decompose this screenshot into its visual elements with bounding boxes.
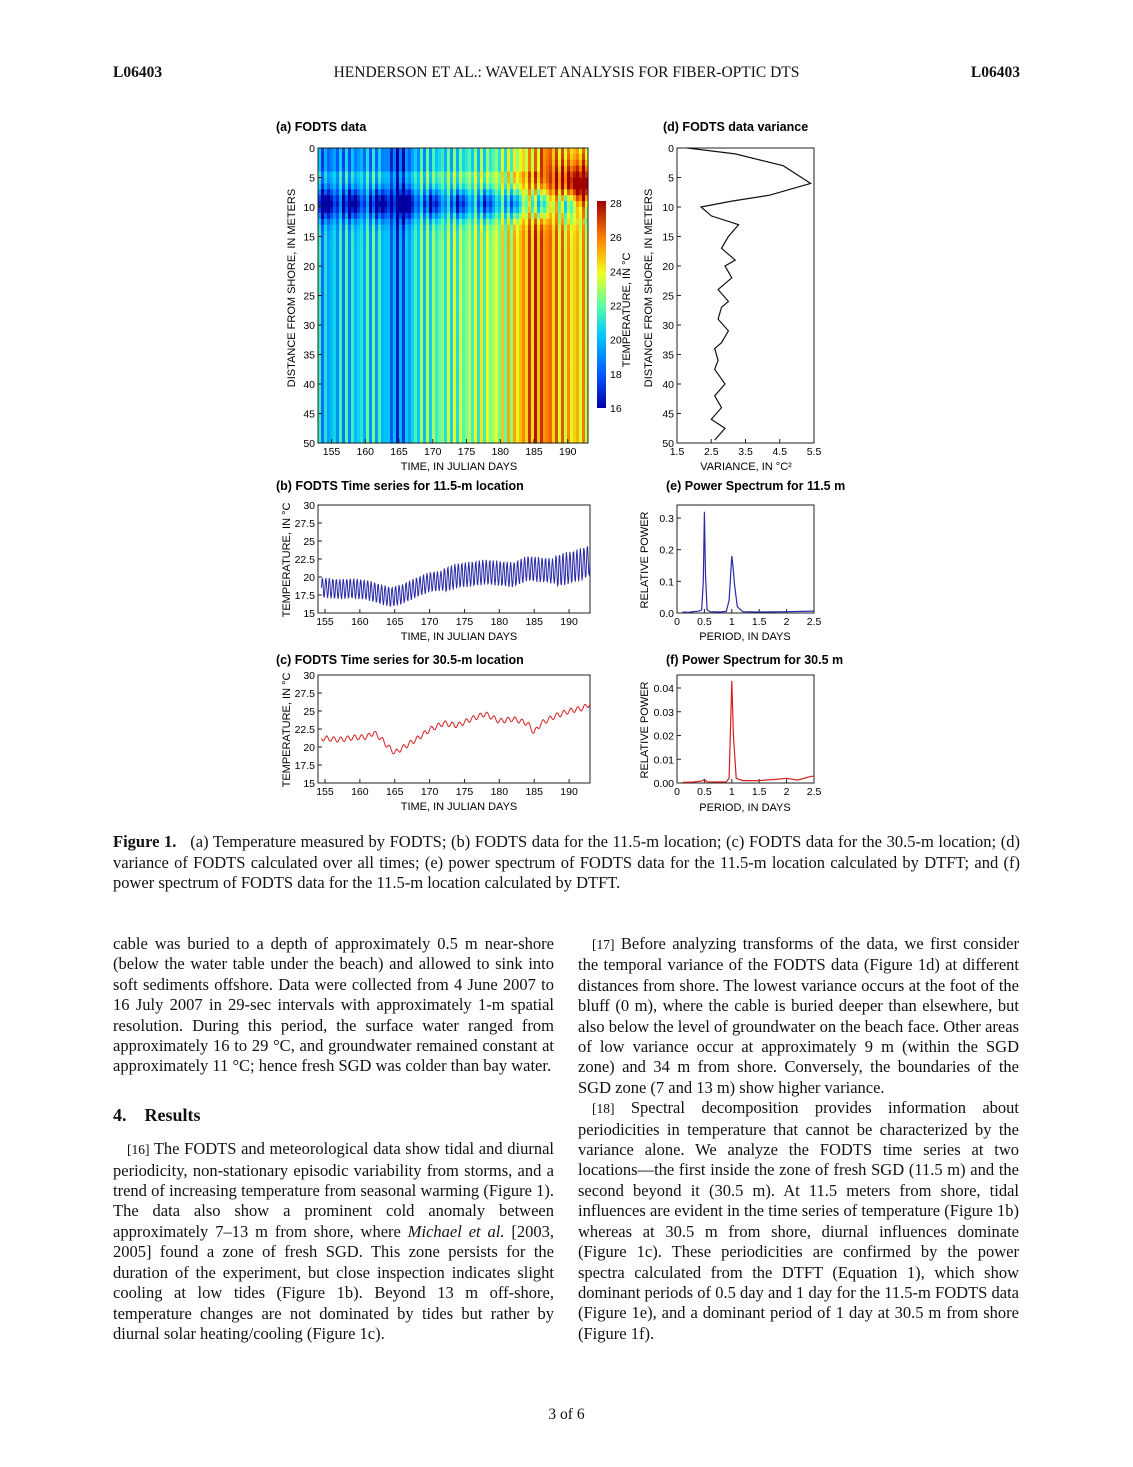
panel-d-frame [677,148,814,443]
panel-b-xlabel: TIME, IN JULIAN DAYS [400,631,518,643]
panel-c-title: (c) FODTS Time series for 30.5-m location [276,653,524,667]
paragraph-number: [18] [592,1101,615,1117]
heatmap-cells [318,148,589,444]
panel-a-y-tick-label: 30 [303,320,315,332]
panel-a-y-tick-label: 35 [303,349,315,362]
panel-a-x-tick-label: 180 [491,446,510,458]
panel-b-title: (b) FODTS Time series for 11.5-m location [276,479,524,493]
series-11-5m-line [322,546,590,606]
colorbar-tick-label: 20 [610,334,622,347]
panel-c-x-tick-label: 170 [420,786,439,798]
panel-c-y-tick-label: 20 [303,742,315,754]
panel-b-x-ticks [316,609,578,628]
panel-c-frame [318,675,590,783]
panel-c-x-ticks [316,779,578,798]
panel-f-x-tick-label: 1.5 [751,786,767,798]
panel-a-y-tick-label: 10 [303,202,315,214]
panel-a-y-tick-label: 0 [309,143,315,155]
panel-f-title: (f) Power Spectrum for 30.5 m [666,653,844,667]
panel-e-x-tick-label: 2.5 [806,616,822,628]
panel-d-title: (d) FODTS data variance [663,120,809,134]
panel-c-xlabel: TIME, IN JULIAN DAYS [400,801,518,813]
panel-f-x-tick-label: 1 [728,786,735,798]
panel-d-y-tick-label: 10 [662,202,674,214]
panel-d-ylabel: DISTANCE FROM SHORE, IN METERS [643,188,655,388]
panel-f-y-tick-label: 0.04 [653,683,674,695]
panel-d-y-tick-label: 0 [668,143,674,155]
panel-c-x-tick-label: 180 [490,786,509,798]
panel-a-ylabel: DISTANCE FROM SHORE, IN METERS [286,188,298,388]
panel-d-y-tick-label: 25 [662,290,674,303]
variance-series-line [687,148,810,440]
panel-b-y-tick-label: 25 [303,536,315,548]
colorbar-tick-label: 24 [610,266,622,279]
panel-a-y-tick-label: 5 [309,172,315,185]
paragraph-methods-end: cable was buried to a depth of approximately 0.5 m near-shore (below the water table under the beach) and allowed to sink into soft sediments offshore. Data were collected from 4 June 2007 to 16 July 2007 in 29-sec intervals with approximately 1-m spatial resolution. During this period, the surface water ranged from approximately 16 to 29 °C, and groundwater remained constant at approximately 11 °C; hence fresh SGD was colder than bay water. [113,934,554,1076]
panel-d-y-tick-label: 35 [662,349,674,362]
panel-e-y-tick-label: 0.1 [659,576,674,589]
panel-d-y-tick-label: 40 [662,379,674,391]
panel-a-y-tick-label: 15 [303,231,315,244]
panel-d-x-tick-label: 1.5 [669,446,685,458]
panel-d-x-tick-label: 5.5 [806,446,822,458]
panel-f-y-tick-label: 0.01 [653,754,674,767]
panel-f-x-tick-label: 2.5 [806,786,822,798]
panel-c-x-tick-label: 175 [455,786,474,798]
panel-c-y-tick-label: 27.5 [294,688,315,700]
panel-b-x-tick-label: 190 [560,616,578,628]
colorbar [597,201,606,408]
paragraph-number: [16] [127,1142,150,1158]
panel-e-y-tick-label: 0.3 [659,513,674,525]
spectrum-30-5m-line [683,681,815,782]
panel-b-x-tick-label: 180 [490,616,509,628]
panel-a-x-tick-label: 165 [390,446,408,458]
panel-f-xlabel: PERIOD, IN DAYS [699,802,791,814]
panel-c-ylabel: TEMPERATURE, IN °C [281,672,293,788]
panel-b-ylabel: TEMPERATURE, IN °C [281,502,293,618]
panel-a-y-tick-label: 25 [303,290,315,303]
page-number: 3 of 6 [548,1406,585,1423]
paragraph-text: Spectral decomposition provides information about periodicities in temperature that cannot be characterized by the variance alone. We analyze the FODTS time series at two locations—the first inside the zone of fresh SGD (11.5 m) and the second beyond it (30.5 m). At 11.5 meters from shore, tidal influences are evident in the time series of temperature (Figure 1b) whereas at 30.5 m from shore, diurnal influences dominate (Figure 1c). These periodicities are confirmed by the power spectra calculated from the DTFT (Equation 1), which show dominant periods of 0.5 day and 1 day for the 11.5-m FODTS data (Figure 1e), and a dominant period of 1 day at 30.5 m from shore (Figure 1f). [578,1098,1019,1343]
paragraph-17 [578,934,1019,1098]
panel-b-x-tick-label: 185 [525,616,543,628]
panel-a-y-tick-label: 40 [303,379,315,391]
panel-d-xlabel: VARIANCE, IN °C² [700,461,792,473]
panel-a-y-tick-label: 45 [303,408,315,421]
panel-b-x-tick-label: 170 [420,616,439,628]
panel-a-x-tick-label: 175 [457,446,476,458]
colorbar-tick-label: 16 [610,403,622,415]
section-heading-results: 4. Results [113,1104,201,1125]
panel-b-y-tick-label: 22.5 [294,554,315,566]
panel-b-y-tick-label: 27.5 [294,518,315,530]
paragraph-18 [578,1098,1019,1344]
panel-e-y-tick-label: 0.0 [659,608,674,620]
colorbar-tick-label: 22 [610,300,622,313]
colorbar-label: TEMPERATURE, IN °C [621,252,633,368]
panel-f-frame [677,675,814,783]
panel-e-y-ticks [659,513,681,620]
colorbar-tick-label: 28 [610,198,622,210]
panel-d-x-tick-label: 3.5 [738,446,753,458]
panel-a-y-tick-label: 50 [303,438,315,450]
panel-b-x-tick-label: 155 [316,616,334,628]
panel-e-x-tick-label: 2 [783,616,790,628]
panel-d-y-tick-label: 30 [662,320,674,332]
panel-e-xlabel: PERIOD, IN DAYS [699,631,791,643]
paragraph-text: Before analyzing transforms of the data, we first consider the temporal variance of the FODTS data (Figure 1d) at different distances from shore. The lowest variance occurs at the foot of the bluff (0 m), where the cable is buried deeper than elsewhere, but also below the level of groundwater on the beach face. Other areas of low variance occur at approximately 9 m (within the SGD zone) and 34 m from shore. Conversely, the boundaries of the SGD zone (7 and 13 m) show higher variance. [578,934,1019,1097]
citation-link[interactable]: Michael et al. [407,1221,505,1241]
panel-d-y-tick-label: 50 [662,438,674,450]
panel-a-x-tick-label: 170 [423,446,442,458]
left-column [113,934,554,1344]
caption-text: (a) Temperature measured by FODTS; (b) FODTS data for the 11.5-m location; (c) FODTS data for the 30.5-m location; (d) variance of FODTS calculated over all times; (e) power spectrum of FODTS data for the 11.5-m location calculated by DTFT; and (f) power spectrum of FODTS data for the 11.5-m location calculated by DTFT. [113,832,1020,892]
panel-b-x-tick-label: 160 [351,616,369,628]
panel-d-x-tick-label: 4.5 [772,446,788,458]
right-column [578,934,1019,1344]
panel-b-y-tick-label: 15 [303,608,315,620]
header-left: L06403 [113,64,163,81]
panel-d-y-ticks [662,143,681,450]
panel-c-x-tick-label: 165 [385,786,404,798]
figure-caption [113,832,1020,894]
colorbar-tick-label: 18 [610,368,622,381]
panel-d-y-tick-label: 5 [668,172,674,185]
panel-e-x-tick-label: 0.5 [697,616,712,628]
panel-b-x-tick-label: 165 [385,616,404,628]
panel-c-x-tick-label: 185 [525,786,543,798]
panel-b-y-tick-label: 20 [303,572,315,584]
panel-f-y-tick-label: 0.02 [653,730,674,743]
panel-f-x-tick-label: 2 [783,786,790,798]
panel-c-y-tick-label: 15 [303,778,315,790]
colorbar-tick-label: 26 [610,232,622,245]
panel-e-frame [677,505,814,613]
panel-d-y-tick-label: 20 [662,261,674,273]
header-title: HENDERSON ET AL.: WAVELET ANALYSIS FOR FIBER-OPTIC DTS [333,64,800,81]
panel-a-x-tick-label: 160 [356,446,375,458]
panel-c-x-tick-label: 160 [351,786,369,798]
panel-a-x-tick-label: 155 [322,446,341,458]
panel-d-x-ticks [670,439,822,458]
paragraph-number: [17] [592,937,615,952]
panel-f-y-tick-label: 0.00 [653,778,674,790]
panel-f-ylabel: RELATIVE POWER [639,681,651,779]
panel-f-x-tick-label: 0.5 [697,786,712,798]
series-30-5m-line [322,704,590,754]
paragraph-16 [113,1139,554,1344]
panel-b-y-tick-label: 30 [303,500,315,512]
panel-f-x-tick-label: 0 [674,786,680,798]
spectrum-11-5m-line [683,512,815,613]
panel-e-title: (e) Power Spectrum for 11.5 m [666,479,846,493]
panel-c-y-tick-label: 25 [303,706,315,718]
panel-e-y-tick-label: 0.2 [659,544,674,557]
panel-e-ylabel: RELATIVE POWER [639,511,651,609]
panel-d-y-tick-label: 45 [662,408,674,421]
panel-c-x-tick-label: 190 [560,786,578,798]
panel-d-x-tick-label: 2.5 [703,446,719,458]
panel-e-x-tick-label: 1.5 [751,616,767,628]
panel-d-y-tick-label: 15 [662,231,674,244]
panel-c-y-tick-label: 22.5 [294,724,315,736]
panel-a-xlabel: TIME, IN JULIAN DAYS [400,461,518,473]
panel-c-x-tick-label: 155 [316,786,334,798]
caption-label: Figure 1. [113,832,177,851]
panel-c-y-tick-label: 30 [303,670,315,682]
panel-a-x-tick-label: 190 [558,446,577,458]
panel-c-y-tick-label: 17.5 [294,760,315,772]
paragraph-text: [2003, 2005] found a zone of fresh SGD. This zone persists for the duration of the experiment, but close inspection indicates slight cooling at low tides (Figure 1b). Beyond 13 m off-shore, temperature changes are not dominated by tides but rather by diurnal solar heating/cooling (Figure 1c). [113,1221,554,1343]
panel-a-y-tick-label: 20 [303,261,315,273]
panel-a-x-tick-label: 185 [525,446,543,458]
panel-a-title: (a) FODTS data [276,120,367,134]
panel-e-x-tick-label: 0 [674,616,680,628]
paragraph-text: The FODTS and meteorological data show tidal and diurnal periodicity, non-stationary episodic variability from storms, and a trend of increasing temperature from seasonal warming (Figure 1). The data also show a prominent cold anomaly between approximately 7–13 m from shore, where [113,1139,554,1241]
panel-e-x-tick-label: 1 [728,616,735,628]
header-right: L06403 [970,64,1020,81]
panel-b-y-tick-label: 17.5 [294,590,315,602]
panel-f-y-tick-label: 0.03 [653,706,674,719]
panel-b-x-tick-label: 175 [455,616,474,628]
